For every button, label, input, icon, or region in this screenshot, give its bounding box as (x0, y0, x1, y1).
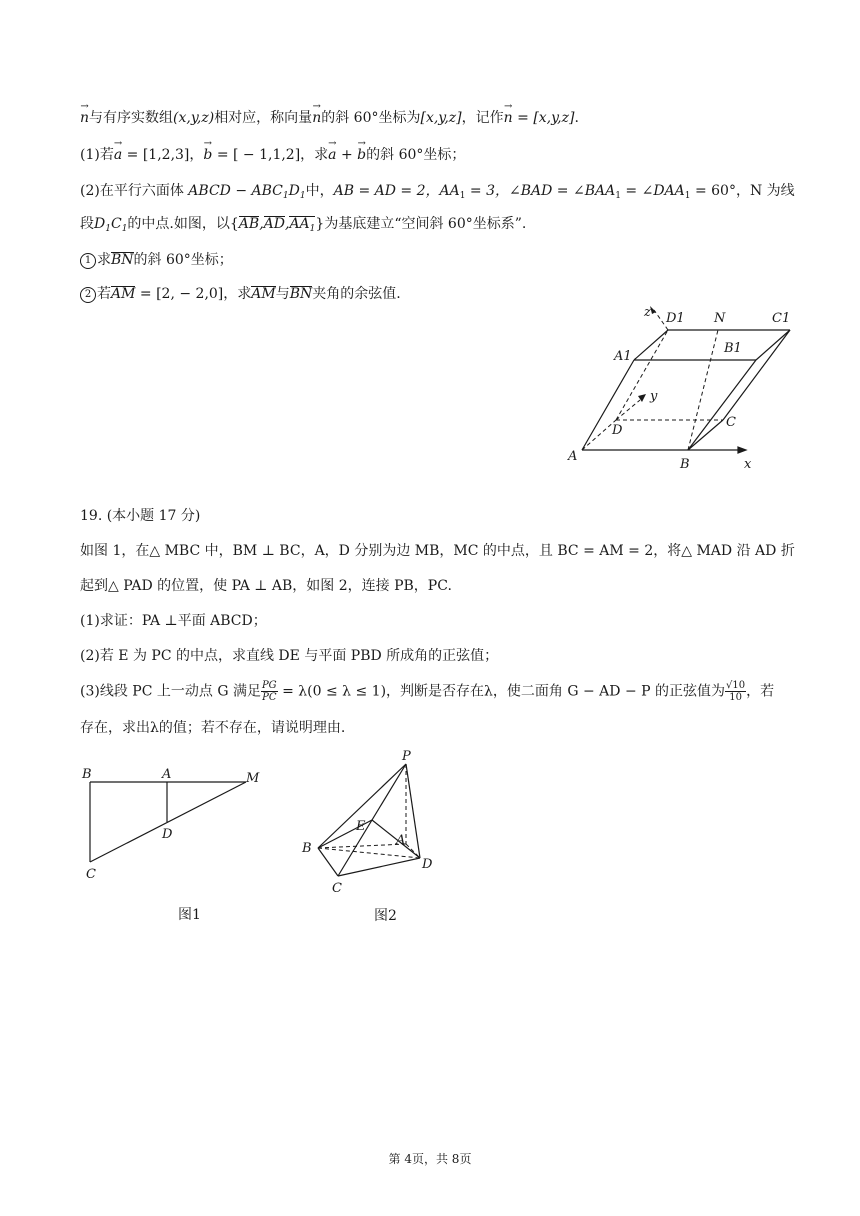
figure-2 (296, 748, 456, 928)
label-y: y (650, 389, 658, 404)
label-D: D (612, 423, 623, 438)
figure-1 (78, 762, 268, 922)
fig2-label-B: B (302, 841, 312, 856)
label-C1: C1 (772, 311, 791, 326)
fig2-label-C: C (332, 881, 342, 896)
q18-part2-line2: 段$D_1C_1$的中点.如图，以$\{AB,AD,AA_1\}$为基底建立“空间斜 60°坐标系”. (80, 216, 527, 234)
q19-part1: (1)求证：PA ⊥平面 ABCD； (80, 613, 267, 629)
fig1-label-M: M (246, 771, 260, 786)
label-B: B (680, 457, 690, 472)
fig1-caption: 图1 (178, 907, 201, 922)
q19-part3-line2: 存在，求出λ的值；若不存在，请说明理由. (80, 720, 346, 736)
fig1-label-B: B (82, 767, 92, 782)
q19-line2: 起到△ PAD 的位置，使 PA ⊥ AB，如图 2，连接 PB，PC. (80, 578, 452, 594)
fig1-label-D: D (162, 827, 173, 842)
label-D1: D1 (666, 311, 685, 326)
label-z: z (644, 305, 651, 320)
fig2-label-D: D (422, 857, 433, 872)
label-N: N (714, 311, 726, 326)
label-A: A (568, 449, 578, 464)
fig2-caption: 图2 (374, 908, 397, 924)
label-x: x (744, 457, 752, 472)
q19-header: 19. (本小题 17 分) (80, 508, 201, 524)
fraction-sqrt10-10: $\frac{√10}{10}$ (726, 680, 746, 703)
label-B1: B1 (724, 341, 742, 356)
q19-line1: 如图 1，在△ MBC 中，BM ⊥ BC，A，D 分别为边 MB，MC 的中点，且 BC = AM = 2，将△ MAD 沿 AD 折 (80, 543, 795, 559)
fig1-label-C: C (86, 867, 96, 882)
fraction-pg-pc: $\frac{PG}{PC}$ (261, 680, 277, 703)
parallelepiped-figure (560, 300, 800, 480)
q19-part3-line1: (3)线段 PC 上一动点 G 满足 $\frac{PG}{PC}$ = λ(0 ≤ λ ≤ 1)，判断是否存在λ，使二面角 G − AD − P 的正弦值为 $\frac{√10}{10}$ ，若 (80, 680, 775, 703)
vector-n: → n (80, 108, 89, 128)
q18-intro-line: → n与有序实数组(x,y,z)相对应，称向量→ n的斜 60°坐标为[x,y,z]，记作→ n = [x,y,z]. (80, 108, 579, 128)
q18-sub2: 2 若AM = [2, − 2,0]，求AM与BN夹角的余弦值. (80, 284, 401, 304)
fig1-label-A: A (162, 767, 172, 782)
q18-part2-line1: (2)在平行六面体 ABCD − $ABC_1D_1$中，AB = AD = 2，$AA_1 = 3$，∠BAD = $\angle BAA_1$ = $\angle DAA_1 = 60^\circ$，N 为线 (80, 183, 795, 201)
page-footer: 第 4页，共 8页 (388, 1152, 472, 1166)
q18-sub1: 1 求BN的斜 60°坐标； (80, 250, 233, 270)
fig2-label-P: P (402, 749, 411, 764)
q19-part2: (2)若 E 为 PC 的中点，求直线 DE 与平面 PBD 所成角的正弦值； (80, 648, 499, 664)
label-C: C (726, 415, 736, 430)
fig2-label-A: A (396, 833, 406, 848)
fig2-label-E: E (356, 819, 366, 834)
label-A1: A1 (614, 349, 632, 364)
q18-part1: (1)若→ a = [1,2,3]，→ b = [ − 1,1,2]，求→ a + → b的斜 60°坐标； (80, 145, 465, 165)
